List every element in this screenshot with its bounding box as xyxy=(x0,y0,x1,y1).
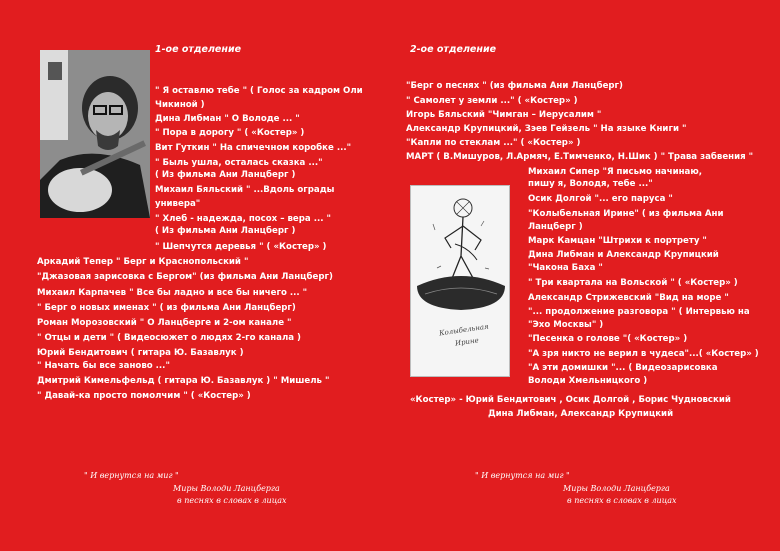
program-line: " Давай-ка просто помолчим " ( «Костер» ) xyxy=(37,391,251,401)
program-line: Володи Хмельницкого ) xyxy=(528,376,648,386)
program-line: "Чакона Баха " xyxy=(528,263,603,273)
program-line: Аркадий Тепер " Берг и Краснопольский " xyxy=(37,257,249,267)
book-cover-illustration xyxy=(410,185,510,377)
program-line: "А зря никто не верил в чудеса"...( «Костер» ) xyxy=(528,349,759,359)
footer-line: в песнях в словах в лицах xyxy=(567,496,677,505)
footer-line: в песнях в словах в лицах xyxy=(177,496,287,505)
program-line: " Пора в дорогу " ( «Костер» ) xyxy=(155,128,305,138)
program-line: " Отцы и дети " ( Видеосюжет о людях 2-го канала ) xyxy=(37,333,301,343)
book-title-line: Колыбельная xyxy=(438,322,490,338)
program-line: " Я оставлю тебе " ( Голос за кадром Оли xyxy=(155,86,363,96)
program-line: пишу я, Володя, тебе ..." xyxy=(528,179,653,189)
program-line: Игорь Бяльский "Чимган – Иерусалим " xyxy=(406,110,602,120)
program-line: Ланцберг ) xyxy=(528,222,583,232)
program-line: " Берг о новых именах " ( из фильма Ани Ланцберг) xyxy=(37,303,296,313)
program-line: "А эти домишки "... ( Видеозарисовка xyxy=(528,363,718,373)
program-line: Дмитрий Кимельфельд ( гитара Ю. Базавлук ) " Мишель " xyxy=(37,376,330,386)
program-line: "Берг о песнях " (из фильма Ани Ланцберг) xyxy=(406,81,623,91)
program-line: Александр Крупицкий, Зэев Гейзель " На языке Книги " xyxy=(406,124,687,134)
program-line: МАРТ ( В.Мишуров, Л.Армяч, Е.Тимченко, Н.Шик ) " Трава забвения " xyxy=(406,152,754,162)
program-line: Вит Гуткин " На спичечном коробке ..." xyxy=(155,143,352,153)
program-line: " Начать бы все заново ..." xyxy=(37,361,170,371)
program-line: "... продолжение разговора " ( Интервью на xyxy=(528,307,750,317)
program-line: Михаил Сипер "Я письмо начинаю, xyxy=(528,167,702,177)
program-line: Александр Стрижевский "Вид на море " xyxy=(528,293,729,303)
program-line: Марк Камцан "Штрихи к портрету " xyxy=(528,236,707,246)
program-line: Осик Долгой "... его паруса " xyxy=(528,194,673,204)
program-line: Дина Либман " О Володе ... " xyxy=(155,114,300,124)
program-line: "Эхо Москвы" ) xyxy=(528,320,604,330)
program-line: Роман Морозовский " О Ланцберге и 2-ом канале " xyxy=(37,318,292,328)
ensemble-line: Дина Либман, Александр Крупицкий xyxy=(488,409,674,419)
program-line: "Песенка о голове "( «Костер» ) xyxy=(528,334,688,344)
program-line: "Джазовая зарисовка с Бергом" (из фильма Ани Ланцберг) xyxy=(37,272,333,282)
ensemble-line: «Костер» - Юрий Бендитович , Осик Долгой , Борис Чудновский xyxy=(410,395,731,405)
program-line: " Хлеб - надежда, посох – вера ... " xyxy=(155,214,331,224)
book-title-line: Ирине xyxy=(454,336,480,348)
part-one-heading: 1-ое отделение xyxy=(155,44,242,55)
program-line: Чикиной ) xyxy=(155,100,205,110)
program-line: универа" xyxy=(155,199,201,209)
program-line: Юрий Бендитович ( гитара Ю. Базавлук ) xyxy=(37,348,244,358)
part-two-heading: 2-ое отделение xyxy=(410,44,497,55)
footer-line: Миры Володи Ланцберга xyxy=(173,484,280,493)
footer-line: " И вернутся на миг " xyxy=(84,471,179,480)
program-line: ( Из фильма Ани Ланцберг ) xyxy=(155,170,296,180)
program-line: " Быль ушла, осталась сказка ..." xyxy=(155,158,323,168)
program-line: " Самолет у земли ..." ( «Костер» ) xyxy=(406,96,578,106)
program-line: "Колыбельная Ирине" ( из фильма Ани xyxy=(528,209,724,219)
program-line: Михаил Карпачев " Все бы ладно и все бы ничего ... " xyxy=(37,288,308,298)
program-line: "Капли по стеклам ..." ( «Костер» ) xyxy=(406,138,581,148)
performer-photo xyxy=(40,50,150,218)
program-line: " Шепчутся деревья " ( «Костер» ) xyxy=(155,242,327,252)
program-line: ( Из фильма Ани Ланцберг ) xyxy=(155,226,296,236)
footer-line: " И вернутся на миг " xyxy=(475,471,570,480)
program-line: Михаил Бяльский " ...Вдоль ограды xyxy=(155,185,335,195)
program-line: " Три квартала на Вольской " ( «Костер» ) xyxy=(528,278,738,288)
program-line: Дина Либман и Александр Крупицкий xyxy=(528,250,719,260)
guitarist-image xyxy=(40,50,150,218)
footer-line: Миры Володи Ланцберга xyxy=(563,484,670,493)
